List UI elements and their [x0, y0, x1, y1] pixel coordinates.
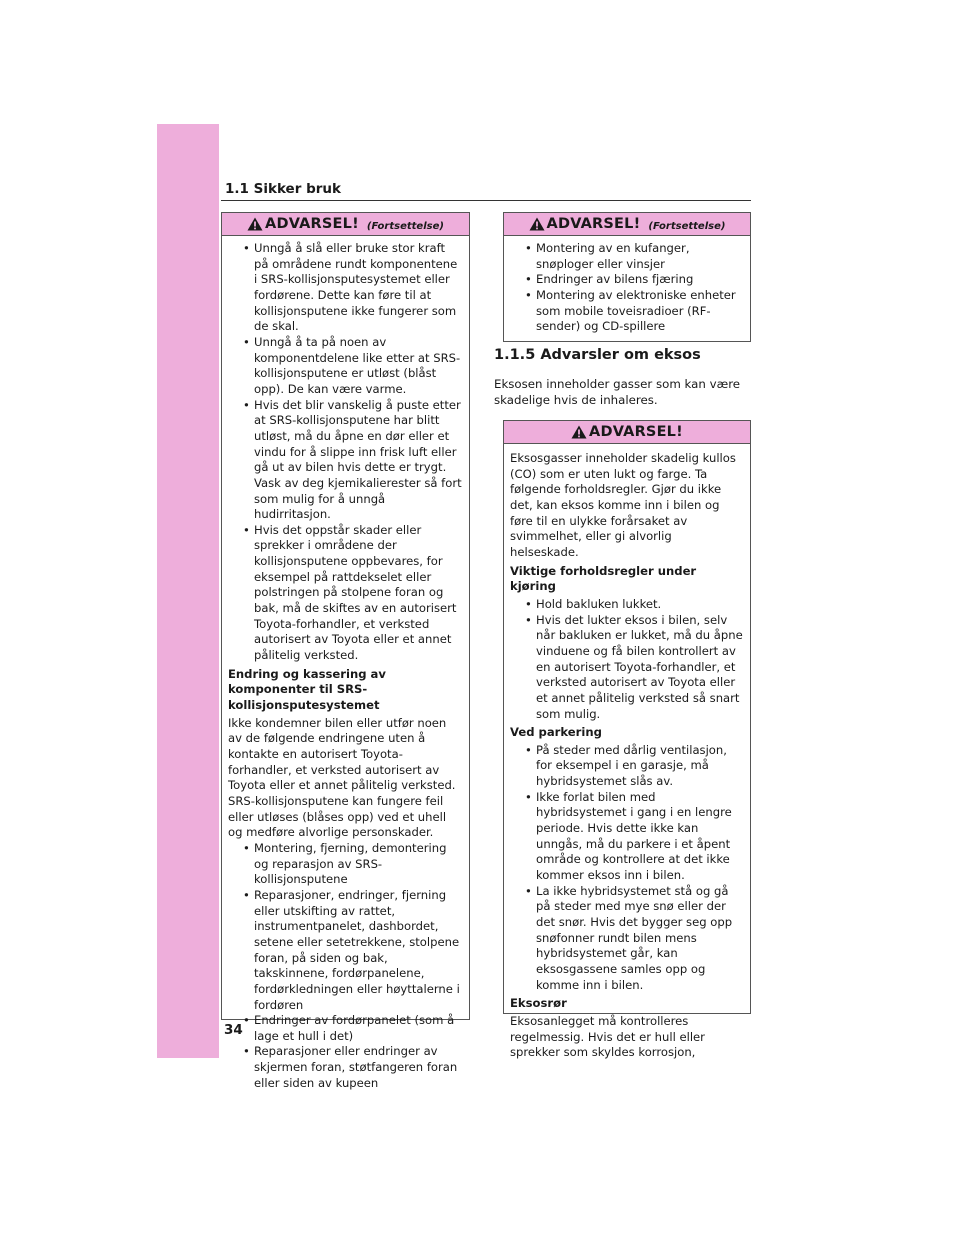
list-item: • Reparasjoner, endringer, fjerning eller utskifting av rattet, instrumentpanelet, dashbordet, setene eller setetrekkene, stolpene foran, på siden og bak, takskinnene, fordørpanelene, fordørkledningen eller høyttalerne i fordøren [228, 888, 463, 1013]
warning-body [504, 444, 750, 1067]
warning-body [504, 236, 750, 341]
warning-triangle-icon [571, 425, 587, 439]
warning-subtitle: (Fortsettelse) [366, 220, 444, 232]
paragraph: Eksosgasser inneholder skadelig kullos (CO) som er uten lukt og farge. Ta følgende forholdsregler. Gjør du ikke det, kan eksos komme inn i bilen og føre til en ulykke forårsaket av svimmelhet, eller gi alvorlig helseskade. [510, 451, 736, 559]
subheading: Viktige forholdsregler under kjøring [510, 563, 697, 594]
warning-title: ADVARSEL! [265, 216, 359, 232]
section-heading: 1.1.5 Advarsler om eksos [494, 347, 701, 363]
list-item: • La ikke hybridsystemet stå og gå på steder med mye snø eller der det snør. Hvis det bygger seg opp snøfonner rundt bilen mens hybridsystemet går, kan eksosgassene samles opp og komme inn i bilen. [510, 884, 744, 994]
list-item: • Hold bakluken lukket. [510, 597, 744, 613]
list-item: • Hvis det blir vanskelig å puste etter at SRS-kollisjonsputene har blitt utløst, må du åpne en dør eller et vindu for å slippe inn frisk luft eller gå ut av bilen hvis dette er trygt. Vask av deg kjemikalierester så fort som mulig for å unngå hudirritasjon. [228, 398, 463, 523]
section-intro: Eksosen inneholder gasser som kan være skadelige hvis de inhaleres. [494, 377, 741, 407]
header-rule [221, 200, 751, 201]
list-item: • Unngå å ta på noen av komponentdelene like etter at SRS-kollisjonsputene er utløst (blåst opp). De kan være varme. [228, 335, 463, 398]
list-item: • Montering av elektroniske enheter som mobile toveisradioer (RF-sender) og CD-spillere [510, 288, 744, 335]
page-number: 34 [224, 1022, 243, 1038]
list-item: • Endringer av bilens fjæring [510, 272, 744, 288]
list-item: • Unngå å slå eller bruke stor kraft på områdene rundt komponentene i SRS-kollisjonsputesystemet eller fordørene. Dette kan føre til at kollisjonsputene ikke fungerer som de skal. [228, 241, 463, 335]
list-item: • Endringer av fordørpanelet (som å lage et hull i det) [228, 1013, 463, 1044]
warning-header [504, 213, 750, 236]
warning-triangle-icon [247, 217, 263, 231]
list-item: • Hvis det lukter eksos i bilen, selv når bakluken er lukket, må du åpne vinduene og få bilen kontrollert av en autorisert Toyota-forhandler, et verksted autorisert av Toyota eller et annet pålitelig verksted så snart som mulig. [510, 613, 744, 723]
warning-box-right-bottom [503, 420, 751, 1060]
section-header: 1.1 Sikker bruk [225, 181, 341, 197]
subheading: Ved parkering [510, 725, 602, 740]
warning-header [222, 213, 469, 236]
warning-body [222, 236, 469, 1097]
warning-title: ADVARSEL! [589, 424, 683, 440]
list-item: • Montering, fjerning, demontering og reparasjon av SRS-kollisjonsputene [228, 841, 463, 888]
list-item: • Ikke forlat bilen med hybridsystemet i gang i en lengre periode. Hvis dette ikke kan unngås, må du parkere i et åpent område og kontrollere at det ikke kommer eksos inn i bilen. [510, 790, 744, 884]
list-item: • Hvis det oppstår skader eller sprekker i områdene der kollisjonsputene oppbevares, for eksempel på rattdekselet eller polstringen på stolpene foran og bak, må de skiftes av en autorisert Toyota-forhandler, et verksted autorisert av Toyota eller et annet pålitelig verksted. [228, 523, 463, 664]
list-item: • På steder med dårlig ventilasjon, for eksempel i en garasje, må hybridsystemet slås av. [510, 743, 744, 790]
list-item: • Reparasjoner eller endringer av skjermen foran, støtfangeren foran eller siden av kupeen [228, 1044, 463, 1091]
warning-box-right-top [503, 212, 751, 342]
subheading: Eksosrør [510, 996, 567, 1011]
page-tab-strip [157, 124, 219, 1058]
warning-header [504, 421, 750, 444]
warning-triangle-icon [529, 217, 545, 231]
paragraph: Ikke kondemner bilen eller utfør noen av de følgende endringene uten å kontakte en autorisert Toyota-forhandler, et verksted autorisert av Toyota eller et annet pålitelig verksted. SRS-kollisjonsputene kan fungere feil eller utløses (blåses opp) ved et uhell og medføre alvorlige personskader. [228, 715, 456, 840]
warning-subtitle: (Fortsettelse) [648, 220, 726, 232]
subheading: Endring og kassering av komponenter til SRS-kollisjonsputesystemet [228, 666, 386, 713]
warning-title: ADVARSEL! [546, 216, 641, 232]
list-item: • Montering av en kufanger, snøploger eller vinsjer [510, 241, 744, 272]
paragraph: Eksosanlegget må kontrolleres regelmessig. Hvis det er hull eller sprekker som skyldes korrosjon, [510, 1013, 705, 1060]
